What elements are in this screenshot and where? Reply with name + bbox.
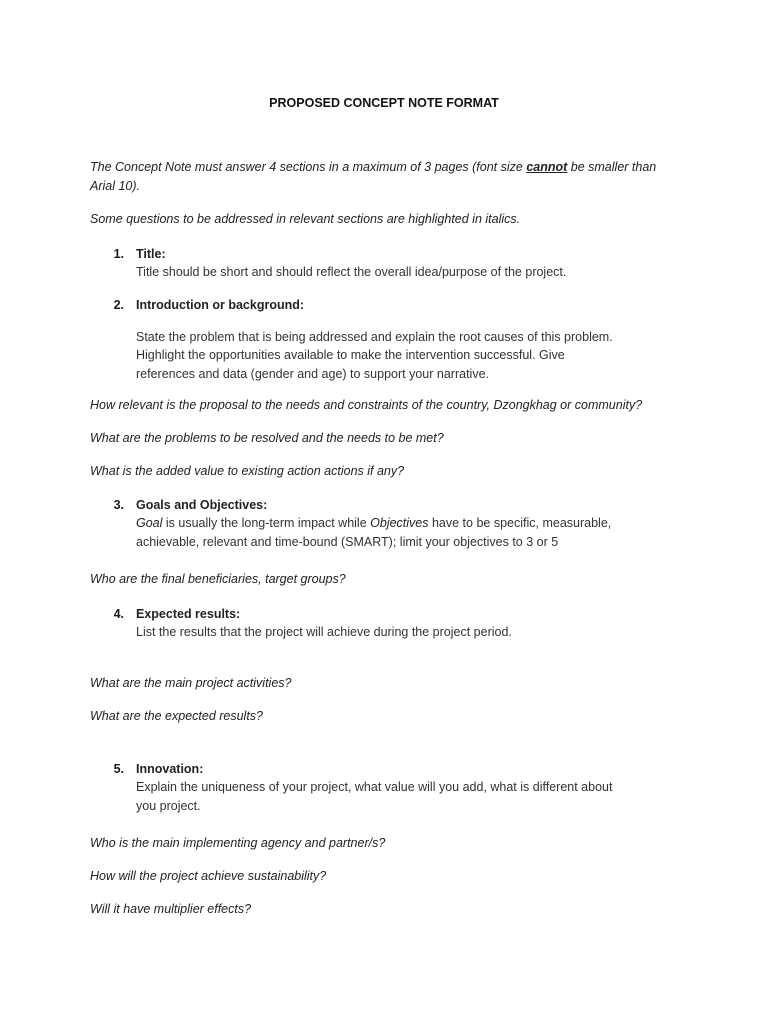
intro-text-b: be smaller than (567, 160, 657, 174)
intro-emphasis: cannot (526, 160, 568, 174)
section-5-body-1: Explain the uniqueness of your project, what value will you add, what is different about (136, 780, 613, 794)
section-2-body-2: Highlight the opportunities available to make the intervention successful. Give (136, 348, 565, 362)
section-2-body-3: references and data (gender and age) to support your narrative. (136, 367, 489, 381)
intro-line-1 (90, 158, 656, 177)
intro-line-3: Some questions to be addressed in relevant sections are highlighted in italics. (90, 212, 521, 226)
objectives-term: Objectives (370, 516, 429, 530)
intro-line-2: Arial 10). (90, 179, 141, 193)
section-5-body-2: you project. (136, 799, 201, 813)
question-9: Will it have multiplier effects? (90, 902, 252, 916)
document-title: PROPOSED CONCEPT NOTE FORMAT (269, 96, 499, 110)
question-4: Who are the final beneficiaries, target groups? (90, 572, 346, 586)
question-1: How relevant is the proposal to the needs and constraints of the country, Dzongkhag or community? (90, 398, 643, 412)
section-2-heading: Introduction or background: (136, 298, 305, 312)
intro-text-a: The Concept Note must answer 4 sections in a maximum of 3 pages (font size (90, 160, 527, 174)
question-2: What are the problems to be resolved and the needs to be met? (90, 431, 444, 445)
section-4-number: 4. (113, 607, 124, 621)
section-1-heading: Title: (136, 247, 166, 261)
section-3-body-1-mid: is usually the long-term impact while (162, 516, 371, 530)
section-4-body: List the results that the project will achieve during the project period. (136, 625, 512, 639)
section-1-number: 1. (113, 247, 124, 261)
question-5: What are the main project activities? (90, 676, 292, 690)
section-4-heading: Expected results: (136, 607, 241, 621)
goal-term: Goal (136, 516, 163, 530)
section-1-body: Title should be short and should reflect the overall idea/purpose of the project. (136, 265, 567, 279)
section-3-body-1 (136, 514, 611, 533)
section-3-body-1-end: have to be specific, measurable, (428, 516, 612, 530)
section-2-body-1: State the problem that is being addressed and explain the root causes of this problem. (136, 330, 613, 344)
section-2-number: 2. (113, 298, 124, 312)
section-3-number: 3. (113, 498, 124, 512)
section-5-number: 5. (113, 762, 124, 776)
section-3-heading: Goals and Objectives: (136, 498, 268, 512)
section-5-heading: Innovation: (136, 762, 204, 776)
section-3-body-2: achievable, relevant and time-bound (SMART); limit your objectives to 3 or 5 (136, 535, 559, 549)
question-6: What are the expected results? (90, 709, 264, 723)
question-8: How will the project achieve sustainability? (90, 869, 327, 883)
question-3: What is the added value to existing action actions if any? (90, 464, 405, 478)
question-7: Who is the main implementing agency and partner/s? (90, 836, 386, 850)
